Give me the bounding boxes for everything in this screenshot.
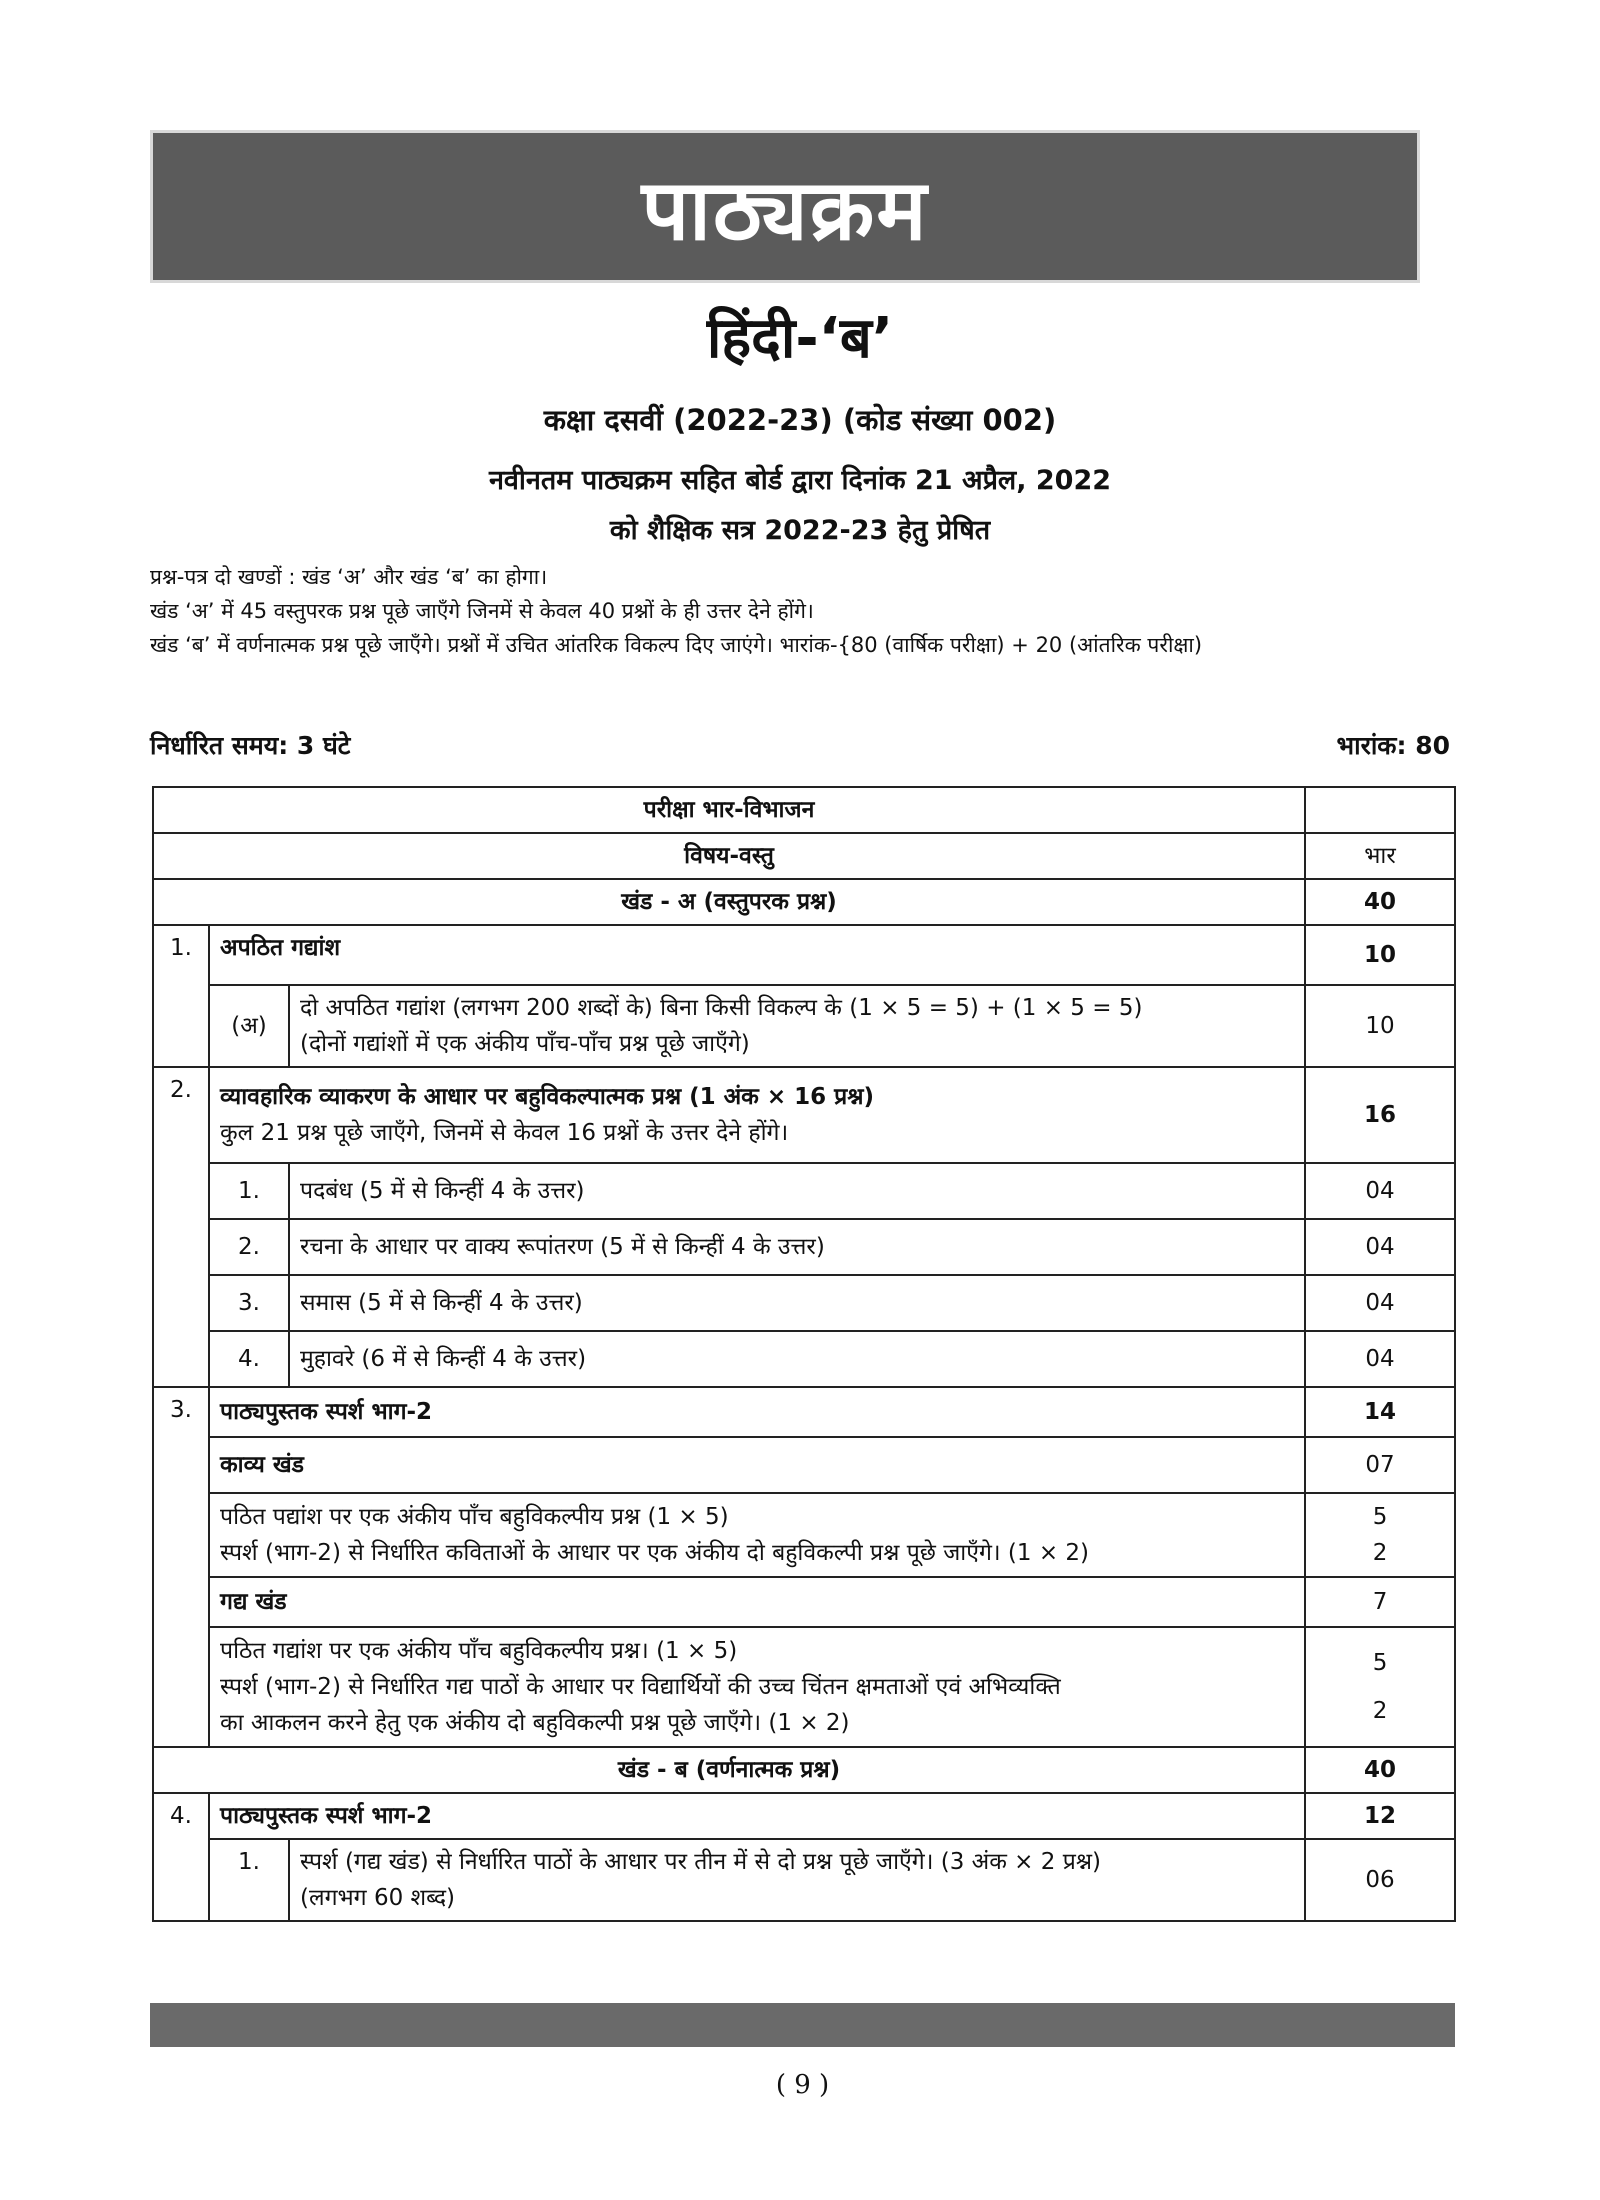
poetry-text [209,1493,1305,1577]
q1-sub-label: (अ) [209,985,289,1067]
table-row [153,1331,1455,1387]
q2-item-marks: 04 [1305,1219,1455,1275]
header-subject: विषय-वस्तु [153,833,1305,879]
q2-item-num: 4. [209,1331,289,1387]
table-row [153,1275,1455,1331]
table-row [153,1793,1455,1839]
poetry-sub-marks [1305,1493,1455,1577]
poetry-title: काव्य खंड [209,1437,1305,1493]
q2-text [209,1067,1305,1163]
weightage-table [152,786,1456,1922]
prose-line-1: पठित गद्यांश पर एक अंकीय पाँच बहुविकल्पीय प्रश्न। (1 × 5) [220,1638,738,1664]
q1-sub-text [289,985,1305,1067]
table-row [153,787,1455,833]
q2-item-text: रचना के आधार पर वाक्य रूपांतरण (5 में से किन्हीं 4 के उत्तर) [289,1219,1305,1275]
q1-number: 1. [153,925,209,1067]
prose-marks: 7 [1305,1577,1455,1627]
q4-marks: 12 [1305,1793,1455,1839]
subject-title: हिंदी-‘ब’ [706,306,894,371]
q4-title: पाठ्यपुस्तक स्पर्श भाग-2 [209,1793,1305,1839]
prose-line-3: का आकलन करने हेतु एक अंकीय दो बहुविकल्पी प्रश्न पूछे जाएँगे। (1 × 2) [220,1710,850,1736]
q1-title: अपठित गद्यांश [209,925,1305,985]
q1-sub-marks: 10 [1305,985,1455,1067]
q2-item-text: मुहावरे (6 में से किन्हीं 4 के उत्तर) [289,1331,1305,1387]
q2-item-text: पदबंध (5 में से किन्हीं 4 के उत्तर) [289,1163,1305,1219]
section-b-marks: 40 [1305,1747,1455,1793]
footer-bar [150,2003,1455,2047]
q3-number: 3. [153,1387,209,1747]
table-row [153,985,1455,1067]
time-label: निर्धारित समय: 3 घंटे [150,731,351,760]
page-number: ( 9 ) [775,2070,830,2100]
poetry-mark-2: 2 [1372,1540,1388,1566]
q2-line-2: कुल 21 प्रश्न पूछे जाएँगे, जिनमें से केवल 16 प्रश्नों के उत्तर देने होंगे। [220,1120,789,1146]
table-title: परीक्षा भार-विभाजन [153,787,1305,833]
poetry-marks: 07 [1305,1437,1455,1493]
table-row [153,1493,1455,1577]
intro-line-1: प्रश्न-पत्र दो खण्डों : खंड ‘अ’ और खंड ‘ब’ का होगा। [150,565,548,589]
intro-line-2: खंड ‘अ’ में 45 वस्तुपरक प्रश्न पूछे जाएँगे जिनमें से केवल 40 प्रश्नों के ही उत्तर देने होंगे। [150,599,814,623]
prose-sub-marks [1305,1627,1455,1747]
q2-item-num: 3. [209,1275,289,1331]
q4-sub-line-1: स्पर्श (गद्य खंड) से निर्धारित पाठों के आधार पर तीन में से दो प्रश्न पूछे जाएँगे। (3 अंक × 2 प्रश्न) [300,1849,1102,1875]
q3-marks: 14 [1305,1387,1455,1437]
q2-item-marks: 04 [1305,1275,1455,1331]
table-row [153,1387,1455,1437]
q2-item-num: 1. [209,1163,289,1219]
notice-line-1: नवीनतम पाठ्यक्रम सहित बोर्ड द्वारा दिनांक 21 अप्रैल, 2022 [488,465,1112,496]
prose-title: गद्य खंड [209,1577,1305,1627]
q4-sub-num: 1. [209,1839,289,1921]
table-row [153,1577,1455,1627]
q2-item-marks: 04 [1305,1331,1455,1387]
table-row [153,1747,1455,1793]
prose-mark-1: 5 [1372,1650,1388,1676]
q3-title: पाठ्यपुस्तक स्पर्श भाग-2 [209,1387,1305,1437]
q1-sub-line-1: दो अपठित गद्यांश (लगभग 200 शब्दों के) बिना किसी विकल्प के (1 × 5 = 5) + (1 × 5 = 5) [300,995,1143,1021]
intro-line-3: खंड ‘ब’ में वर्णनात्मक प्रश्न पूछे जाएँगे। प्रश्नों में उचित आंतरिक विकल्प दिए जाएंगे। भारांक-{80 (वार्षिक परीक्षा) + 20 (आंतरिक परीक्षा) [150,633,1203,657]
table-row [153,1163,1455,1219]
q4-sub-line-2: (लगभग 60 शब्द) [300,1885,456,1911]
section-a-label: खंड - अ (वस्तुपरक प्रश्न) [153,879,1305,925]
time-marks-row [150,728,1450,762]
table-row [153,925,1455,985]
table-row [153,1437,1455,1493]
prose-mark-2: 2 [1372,1698,1388,1724]
table-row [153,833,1455,879]
q2-marks: 16 [1305,1067,1455,1163]
table-row [153,879,1455,925]
table-cell [1305,787,1455,833]
total-marks: भारांक: 80 [1336,731,1450,760]
poetry-line-2: स्पर्श (भाग-2) से निर्धारित कविताओं के आधार पर एक अंकीय दो बहुविकल्पी प्रश्न पूछे जाएँगे। (1 × 2) [220,1540,1090,1566]
q2-title: व्यावहारिक व्याकरण के आधार पर बहुविकल्पात्मक प्रश्न (1 अंक × 16 प्रश्न) [220,1084,875,1110]
prose-text [209,1627,1305,1747]
prose-line-2: स्पर्श (भाग-2) से निर्धारित गद्य पाठों के आधार पर विद्यार्थियों की उच्च चिंतन क्षमताओं एवं अभिव्यक्ति [220,1674,1061,1700]
poetry-line-1: पठित पद्यांश पर एक अंकीय पाँच बहुविकल्पीय प्रश्न (1 × 5) [220,1504,729,1530]
q2-item-marks: 04 [1305,1163,1455,1219]
header-banner [150,130,1420,283]
q2-item-text: समास (5 में से किन्हीं 4 के उत्तर) [289,1275,1305,1331]
q1-marks: 10 [1305,925,1455,985]
q2-number: 2. [153,1067,209,1387]
table-row [153,1219,1455,1275]
class-line: कक्षा दसवीं (2022-23) (कोड संख्या 002) [543,403,1057,437]
q4-number: 4. [153,1793,209,1921]
header-weight: भार [1305,833,1455,879]
q4-sub-marks: 06 [1305,1839,1455,1921]
table-row [153,1067,1455,1163]
section-a-marks: 40 [1305,879,1455,925]
poetry-mark-1: 5 [1372,1504,1388,1530]
q4-sub-text [289,1839,1305,1921]
q2-item-num: 2. [209,1219,289,1275]
section-b-label: खंड - ब (वर्णनात्मक प्रश्न) [153,1747,1305,1793]
table-row [153,1627,1455,1747]
q1-sub-line-2: (दोनों गद्यांशों में एक अंकीय पाँच-पाँच प्रश्न पूछे जाएँगे) [300,1031,750,1057]
notice-line-2: को शैक्षिक सत्र 2022-23 हेतु प्रेषित [609,515,991,546]
intro-paragraph [150,560,1450,662]
table-row [153,1839,1455,1921]
page-heading: पाठ्यक्रम [641,161,929,259]
